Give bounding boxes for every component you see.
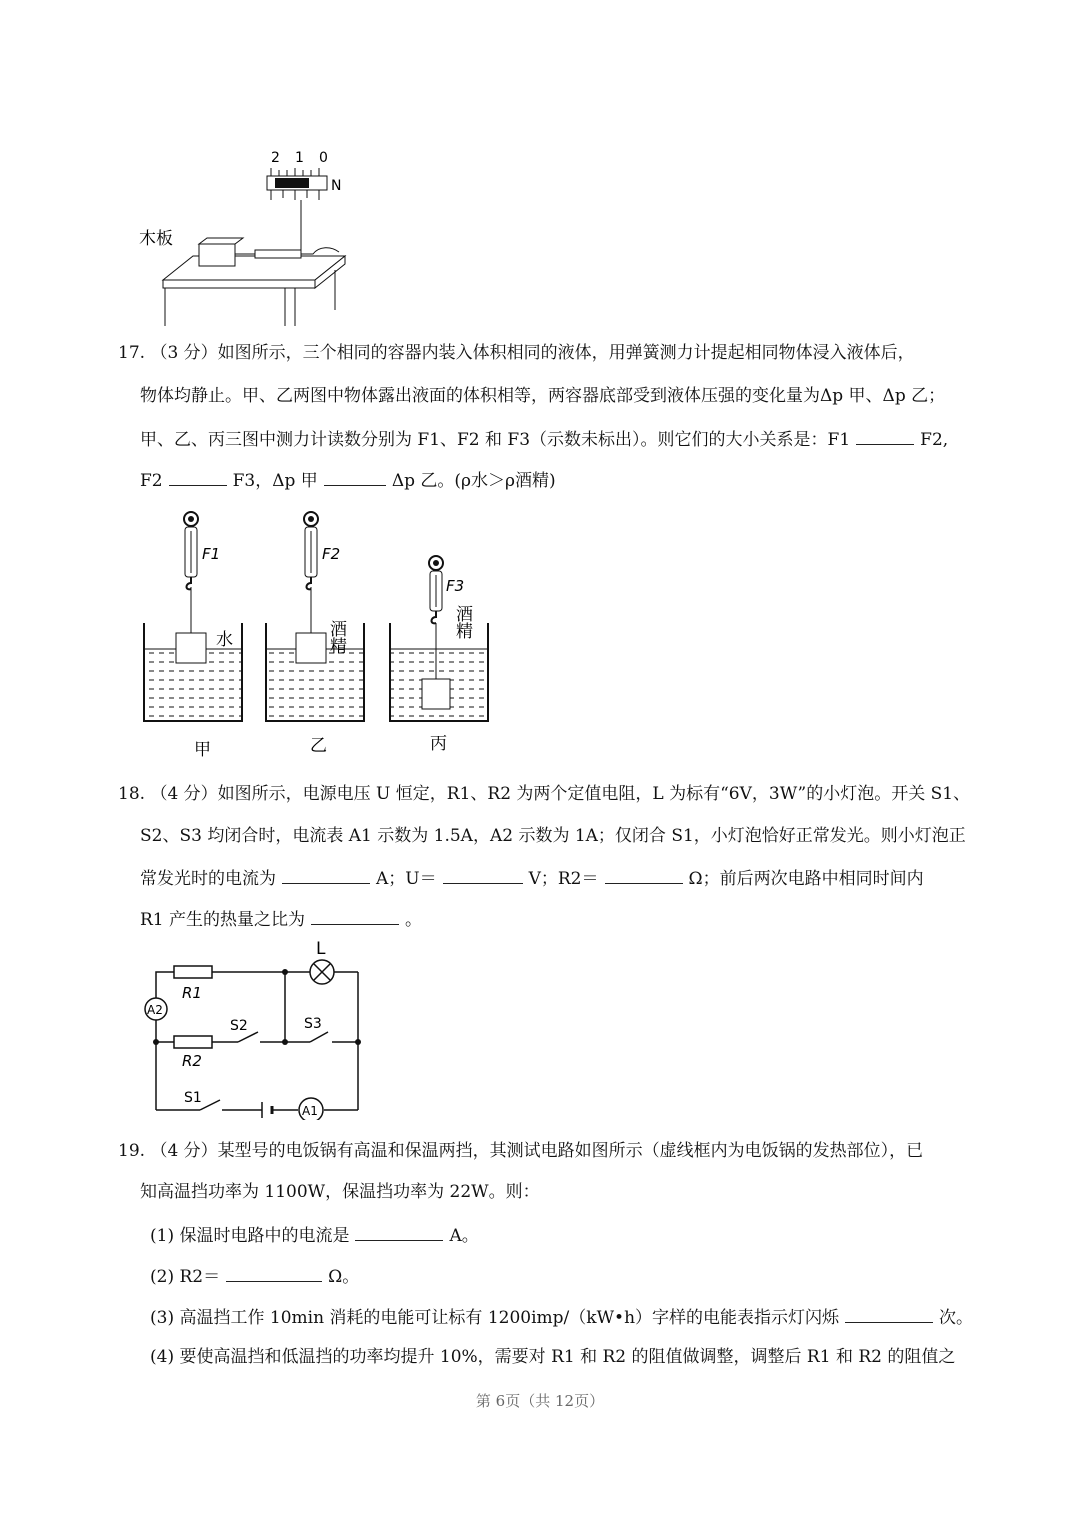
spring-scale (255, 250, 301, 258)
q17-line-2: 物体均静止。甲、乙两图中物体露出液面的体积相等，两容器底部受到液体压强的变化量为Δp 甲、Δp 乙； (140, 386, 946, 406)
q18-blank-3[interactable] (605, 868, 683, 884)
label-s2: S2 (230, 1018, 248, 1034)
q18-line-2: S2、S3 均闭合时，电流表 A1 示数为 1.5A，A2 示数为 1A；仅闭合 S1，小灯泡恰好正常发光。则小灯泡正 (140, 826, 966, 846)
scale-label-2: 2 (271, 150, 280, 166)
q19-blank-2[interactable] (226, 1266, 322, 1282)
q19-sub-1b: A。 (449, 1226, 479, 1246)
board (163, 256, 345, 280)
container-bing (390, 556, 488, 754)
q18-line-3a: 常发光时的电流为 (140, 869, 276, 889)
q18-line-4 (140, 909, 422, 929)
scale-unit: N (331, 178, 342, 194)
q18-blank-1[interactable] (282, 868, 370, 884)
figure-spring-scale-board (135, 140, 365, 330)
page-footer: 第 6页（共 12页） (475, 1392, 605, 1410)
label-r1: R1 (182, 984, 202, 1002)
q19-sub-3 (150, 1307, 973, 1327)
q18-blank-2[interactable] (443, 868, 523, 884)
q19-sub-3a: (3) 高温挡工作 10min 消耗的电能可让标有 1200imp/（kW•h）字样的电能表指示灯闪烁 (150, 1308, 840, 1328)
q18-line-3d: Ω；前后两次电路中相同时间内 (688, 869, 924, 889)
q19-sub-2b: Ω。 (328, 1267, 360, 1287)
label-s1: S1 (184, 1090, 202, 1106)
force-label-f2: F2 (322, 545, 341, 563)
liquid-label-bing: 酒精 (452, 605, 472, 639)
q17-blank-1[interactable] (856, 429, 914, 445)
label-s3: S3 (304, 1016, 322, 1032)
force-label-f1: F1 (202, 545, 221, 563)
q19-line-2: 知高温挡功率为 1100W，保温挡功率为 22W。则： (140, 1182, 540, 1202)
liquid-label-yi: 酒精 (326, 620, 346, 654)
figure-circuit (138, 938, 370, 1120)
q18-line-3c: V；R2＝ (528, 869, 599, 889)
q17-line-4b: F3，Δp 甲 (232, 471, 318, 491)
q19-sub-4: (4) 要使高温挡和低温挡的功率均提升 10%，需要对 R1 和 R2 的阻值做调整，调整后 R1 和 R2 的阻值之 (150, 1347, 956, 1367)
q17-line-3 (140, 429, 948, 449)
figure-three-containers (138, 505, 498, 760)
q18-blank-4[interactable] (311, 909, 399, 925)
q19-sub-1 (150, 1225, 479, 1245)
scale-label-0: 0 (319, 150, 328, 166)
q19-sub-2a: (2) R2＝ (150, 1267, 221, 1287)
board-label: 木板 (139, 229, 173, 249)
liquid-label-jia: 水 (216, 630, 233, 650)
caption-bing: 丙 (430, 734, 447, 754)
q17-line-3a: 甲、乙、丙三图中测力计读数分别为 F1、F2 和 F3（示数未标出）。则它们的大小关系是：F1 (140, 430, 851, 450)
q18-line-4a: R1 产生的热量之比为 (140, 910, 306, 930)
q17-line-4 (140, 470, 556, 490)
force-label-f3: F3 (446, 577, 465, 595)
q18-line-3 (140, 868, 924, 888)
container-yi (266, 512, 364, 756)
wood-block (199, 244, 235, 266)
caption-jia: 甲 (194, 740, 211, 760)
q17-blank-2[interactable] (169, 470, 227, 486)
q19-sub-3b: 次。 (939, 1308, 974, 1328)
q17-blank-3[interactable] (324, 470, 386, 486)
q17-line-4a: F2 (140, 471, 163, 491)
q18-line-4b: 。 (405, 910, 423, 930)
battery-icon (262, 1102, 272, 1118)
q17-line-4c: Δp 乙。(ρ水＞ρ酒精) (391, 471, 556, 491)
label-r2: R2 (182, 1052, 202, 1070)
label-l: L (316, 939, 326, 959)
caption-yi: 乙 (310, 736, 327, 756)
scale-label-1: 1 (295, 150, 304, 166)
label-a1: A1 (302, 1104, 318, 1118)
label-a2: A2 (147, 1003, 163, 1017)
resistor-r1 (174, 966, 212, 978)
container-jia (144, 512, 242, 760)
q19-blank-3[interactable] (845, 1307, 933, 1323)
q18-line-3b: A；U＝ (376, 869, 437, 889)
q17-line-3b: F2, (920, 430, 949, 450)
q18-line-1: 18. （4 分）如图所示，电源电压 U 恒定，R1、R2 为两个定值电阻，L 为标有“6V，3W”的小灯泡。开关 S1、 (118, 784, 971, 804)
q19-sub-1a: (1) 保温时电路中的电流是 (150, 1226, 350, 1246)
q19-sub-2 (150, 1266, 359, 1286)
q19-line-1: 19. （4 分）某型号的电饭锅有高温和保温两挡，其测试电路如图所示（虚线框内为电饭锅的发热部位），已 (118, 1141, 924, 1161)
q19-blank-1[interactable] (355, 1225, 443, 1241)
q17-line-1: 17. （3 分）如图所示，三个相同的容器内装入体积相同的液体，用弹簧测力计提起相同物体浸入液体后， (118, 343, 915, 363)
scale-fill (275, 178, 309, 188)
resistor-r2 (174, 1036, 212, 1048)
lamp-icon (310, 960, 334, 984)
